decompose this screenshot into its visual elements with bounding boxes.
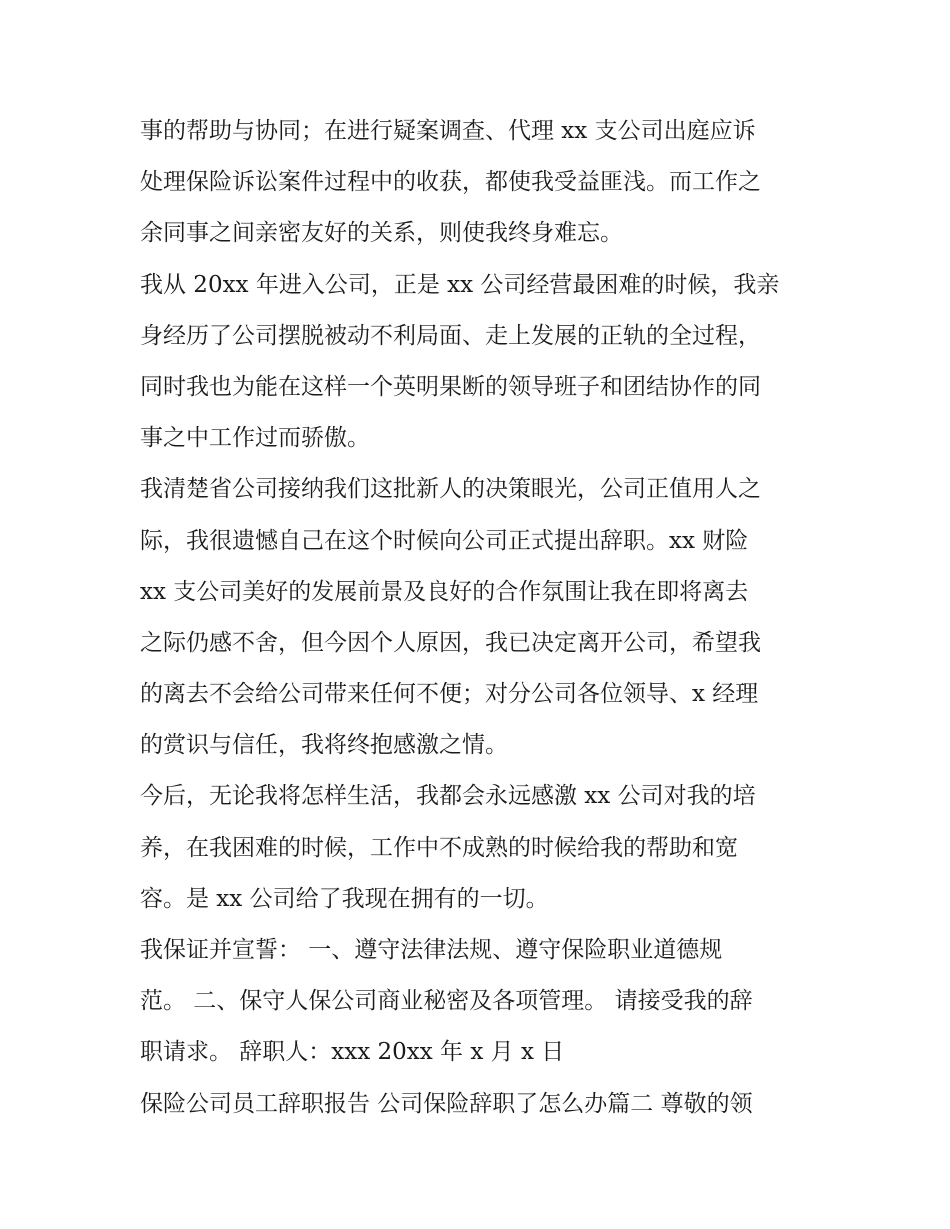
text-line: 我清楚省公司接纳我们这批新人的决策眼光，公司正值用人之 — [140, 476, 761, 503]
document-body — [140, 106, 830, 1130]
text-line: 身经历了公司摆脱被动不利局面、走上发展的正轨的全过程， — [140, 322, 761, 349]
text-line: 职请求。 辞职人：xxx 20xx 年 x 月 x 日 — [140, 1039, 565, 1066]
text-line: 事之中工作过而骄傲。 — [140, 425, 370, 452]
text-line: 同时我也为能在这样一个英明果断的领导班子和团结协作的同 — [140, 373, 761, 400]
text-line: 际，我很遗憾自己在这个时候向公司正式提出辞职。xx 财险 — [140, 527, 749, 554]
text-line: 我从 20xx 年进入公司，正是 xx 公司经营最困难的时候，我亲 — [140, 271, 780, 298]
text-line: 今后，无论我将怎样生活，我都会永远感激 xx 公司对我的培 — [140, 783, 756, 810]
text-line: 我保证并宣誓： 一、遵守法律法规、遵守保险职业道德规 — [140, 937, 723, 963]
text-line: 处理保险诉讼案件过程中的收获，都使我受益匪浅。而工作之 — [140, 169, 761, 196]
text-line: 范。 二、保守人保公司商业秘密及各项管理。 请接受我的辞 — [140, 988, 753, 1015]
text-line: 之际仍感不舍，但今因个人原因，我已决定离开公司，希望我 — [140, 629, 761, 656]
text-line: 的离去不会给公司带来任何不便；对分公司各位领导、x 经理 — [140, 681, 759, 708]
text-line: xx 支公司美好的发展前景及良好的合作氛围让我在即将离去 — [140, 578, 749, 605]
text-line: 事的帮助与协同；在进行疑案调查、代理 xx 支公司出庭应诉 — [140, 118, 756, 144]
text-line: 的赏识与信任，我将终抱感激之情。 — [140, 732, 508, 759]
text-line: 养，在我困难的时候，工作中不成熟的时候给我的帮助和宽 — [140, 834, 738, 861]
text-line: 容。是 xx 公司给了我现在拥有的一切。 — [140, 885, 549, 912]
text-line: 保险公司员工辞职报告 公司保险辞职了怎么办篇二 尊敬的领 — [140, 1090, 753, 1117]
text-line: 余同事之间亲密友好的关系，则使我终身难忘。 — [140, 220, 623, 247]
